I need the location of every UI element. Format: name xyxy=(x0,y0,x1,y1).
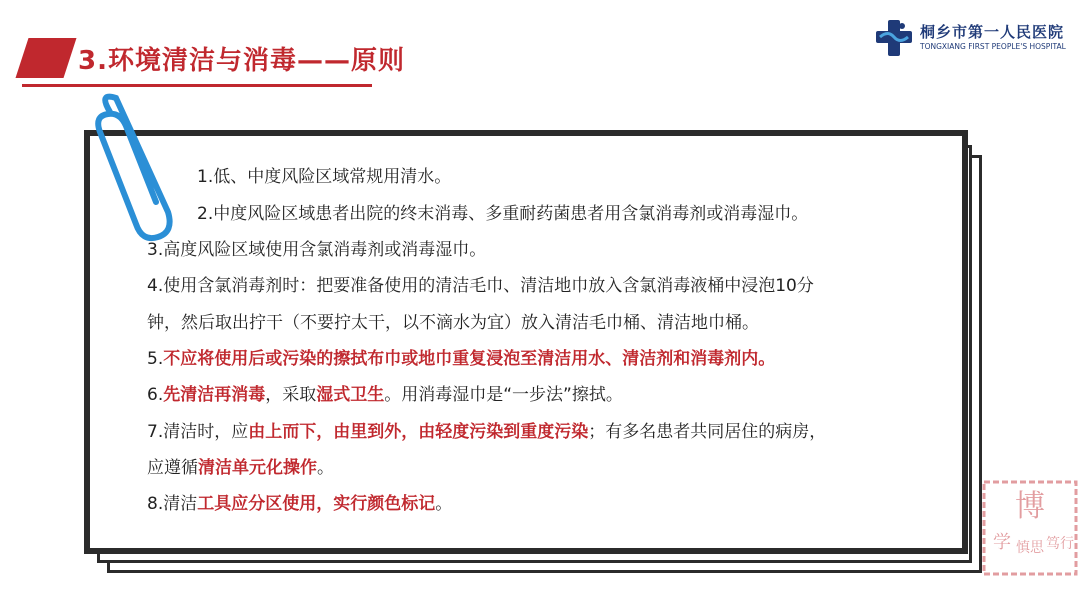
svg-text:笃行: 笃行 xyxy=(1046,536,1074,552)
line-5-number: 5. xyxy=(147,349,164,369)
principle-line-1: 1.低、中度风险区域常规用清水。 xyxy=(197,167,452,187)
principle-line-8 xyxy=(147,493,452,515)
hospital-logo xyxy=(874,18,1074,58)
principle-line-2: 2.中度风险区域患者出院的终末消毒、多重耐药菌患者用含氯消毒剂或消毒湿巾。 xyxy=(197,204,809,224)
line-7b-emphasis: 清洁单元化操作 xyxy=(198,458,317,478)
line-7-prefix: 7.清洁时，应 xyxy=(147,422,249,442)
principle-line-4b: 钟，然后取出拧干（不要拧太干，以不滴水为宜）放入清洁毛巾桶、清洁地巾桶。 xyxy=(147,313,759,333)
hospital-cross-icon xyxy=(874,18,914,58)
principle-line-6 xyxy=(147,384,623,406)
title-accent-tab xyxy=(16,38,77,78)
line-8-emphasis: 工具应分区使用，实行颜色标记 xyxy=(197,494,436,514)
line-8-suffix: 。 xyxy=(435,494,453,514)
principle-line-7b xyxy=(147,457,334,479)
line-7-suffix: ；有多名患者共同居住的病房， xyxy=(588,422,827,442)
hospital-name-en: TONGXIANG FIRST PEOPLE'S HOSPITAL xyxy=(920,42,1066,51)
principle-line-3: 3.高度风险区域使用含氯消毒剂或消毒湿巾。 xyxy=(147,240,487,260)
line-8-prefix: 8.清洁 xyxy=(147,494,198,514)
line-7b-prefix: 应遵循 xyxy=(147,458,198,478)
principle-line-4a: 4.使用含氯消毒剂时：把要准备使用的清洁毛巾、清洁地巾放入含氯消毒液桶中浸泡10分 xyxy=(147,276,814,296)
line-5-emphasis: 不应将使用后或污染的擦拭布巾或地巾重复浸泡至清洁用水、清洁剂和消毒剂内。 xyxy=(163,349,776,369)
title-underline xyxy=(22,84,372,87)
page-title: 3.环境清洁与消毒——原则 xyxy=(78,46,405,76)
line-6-mid: ，采取 xyxy=(265,385,317,405)
principle-line-5 xyxy=(147,348,775,370)
content-card xyxy=(84,130,968,554)
line-7-emphasis: 由上而下，由里到外，由轻度污染到重度污染 xyxy=(248,422,589,442)
line-6-emphasis-1: 先清洁再消毒 xyxy=(163,385,266,405)
svg-text:博: 博 xyxy=(1015,489,1045,524)
hospital-name-cn: 桐乡市第一人民医院 xyxy=(920,23,1065,41)
svg-text:慎思: 慎思 xyxy=(1016,540,1044,556)
svg-text:学: 学 xyxy=(993,532,1011,553)
line-6-number: 6. xyxy=(147,385,164,405)
paper-clip-icon xyxy=(88,92,178,242)
motto-stamp xyxy=(980,478,1080,578)
line-7b-suffix: 。 xyxy=(317,458,334,478)
line-6-suffix: 。用消毒湿巾是“一步法”擦拭。 xyxy=(384,385,623,405)
line-6-emphasis-2: 湿式卫生 xyxy=(316,385,385,405)
principle-line-7a xyxy=(147,421,826,443)
